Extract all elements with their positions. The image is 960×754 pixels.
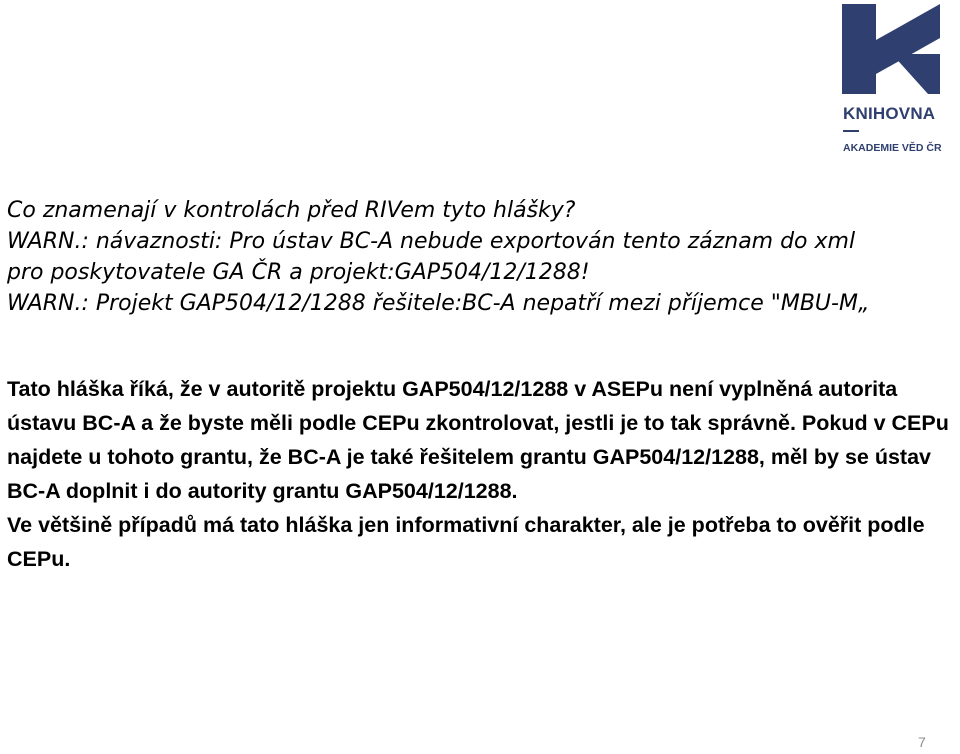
explanation-paragraph-2: Ve většině případů má tato hláška jen informativní charakter, ale je potřeba to ověřit podle CEPu. (7, 513, 925, 571)
explanation-paragraph-1: Tato hláška říká, že v autoritě projektu GAP504/12/1288 v ASEPu není vyplněná autorita ústavu BC-A a že byste měli podle CEPu zkontrolovat, jestli je to tak správně. Pokud v CEPu najdete u tohoto grantu, že BC-A je také řešitelem grantu GAP504/12/1288, měl by se ústav BC-A doplnit i do autority grantu GAP504/12/1288. (7, 377, 949, 503)
logo-divider (843, 130, 859, 132)
page-number: 7 (918, 734, 926, 750)
question-heading: Co znamenají v kontrolách před RIVem tyto hlášky? (7, 198, 576, 223)
logo-wordmark: KNIHOVNA (843, 104, 936, 123)
warning-messages (7, 195, 957, 319)
logo-subtitle: AKADEMIE VĚD ČR (843, 142, 942, 154)
warning-1-line-2: pro poskytovatele GA ČR a projekt:GAP504/12/1288! (7, 260, 590, 285)
explanation (7, 372, 957, 576)
warning-1-line-1: WARN.: návaznosti: Pro ústav BC-A nebude exportován tento záznam do xml (7, 229, 856, 254)
k-logo-icon (842, 4, 942, 94)
warning-2: WARN.: Projekt GAP504/12/1288 řešitele:BC-A nepatří mezi příjemce "MBU-M„ (7, 291, 870, 316)
knihovna-logo (838, 4, 948, 158)
